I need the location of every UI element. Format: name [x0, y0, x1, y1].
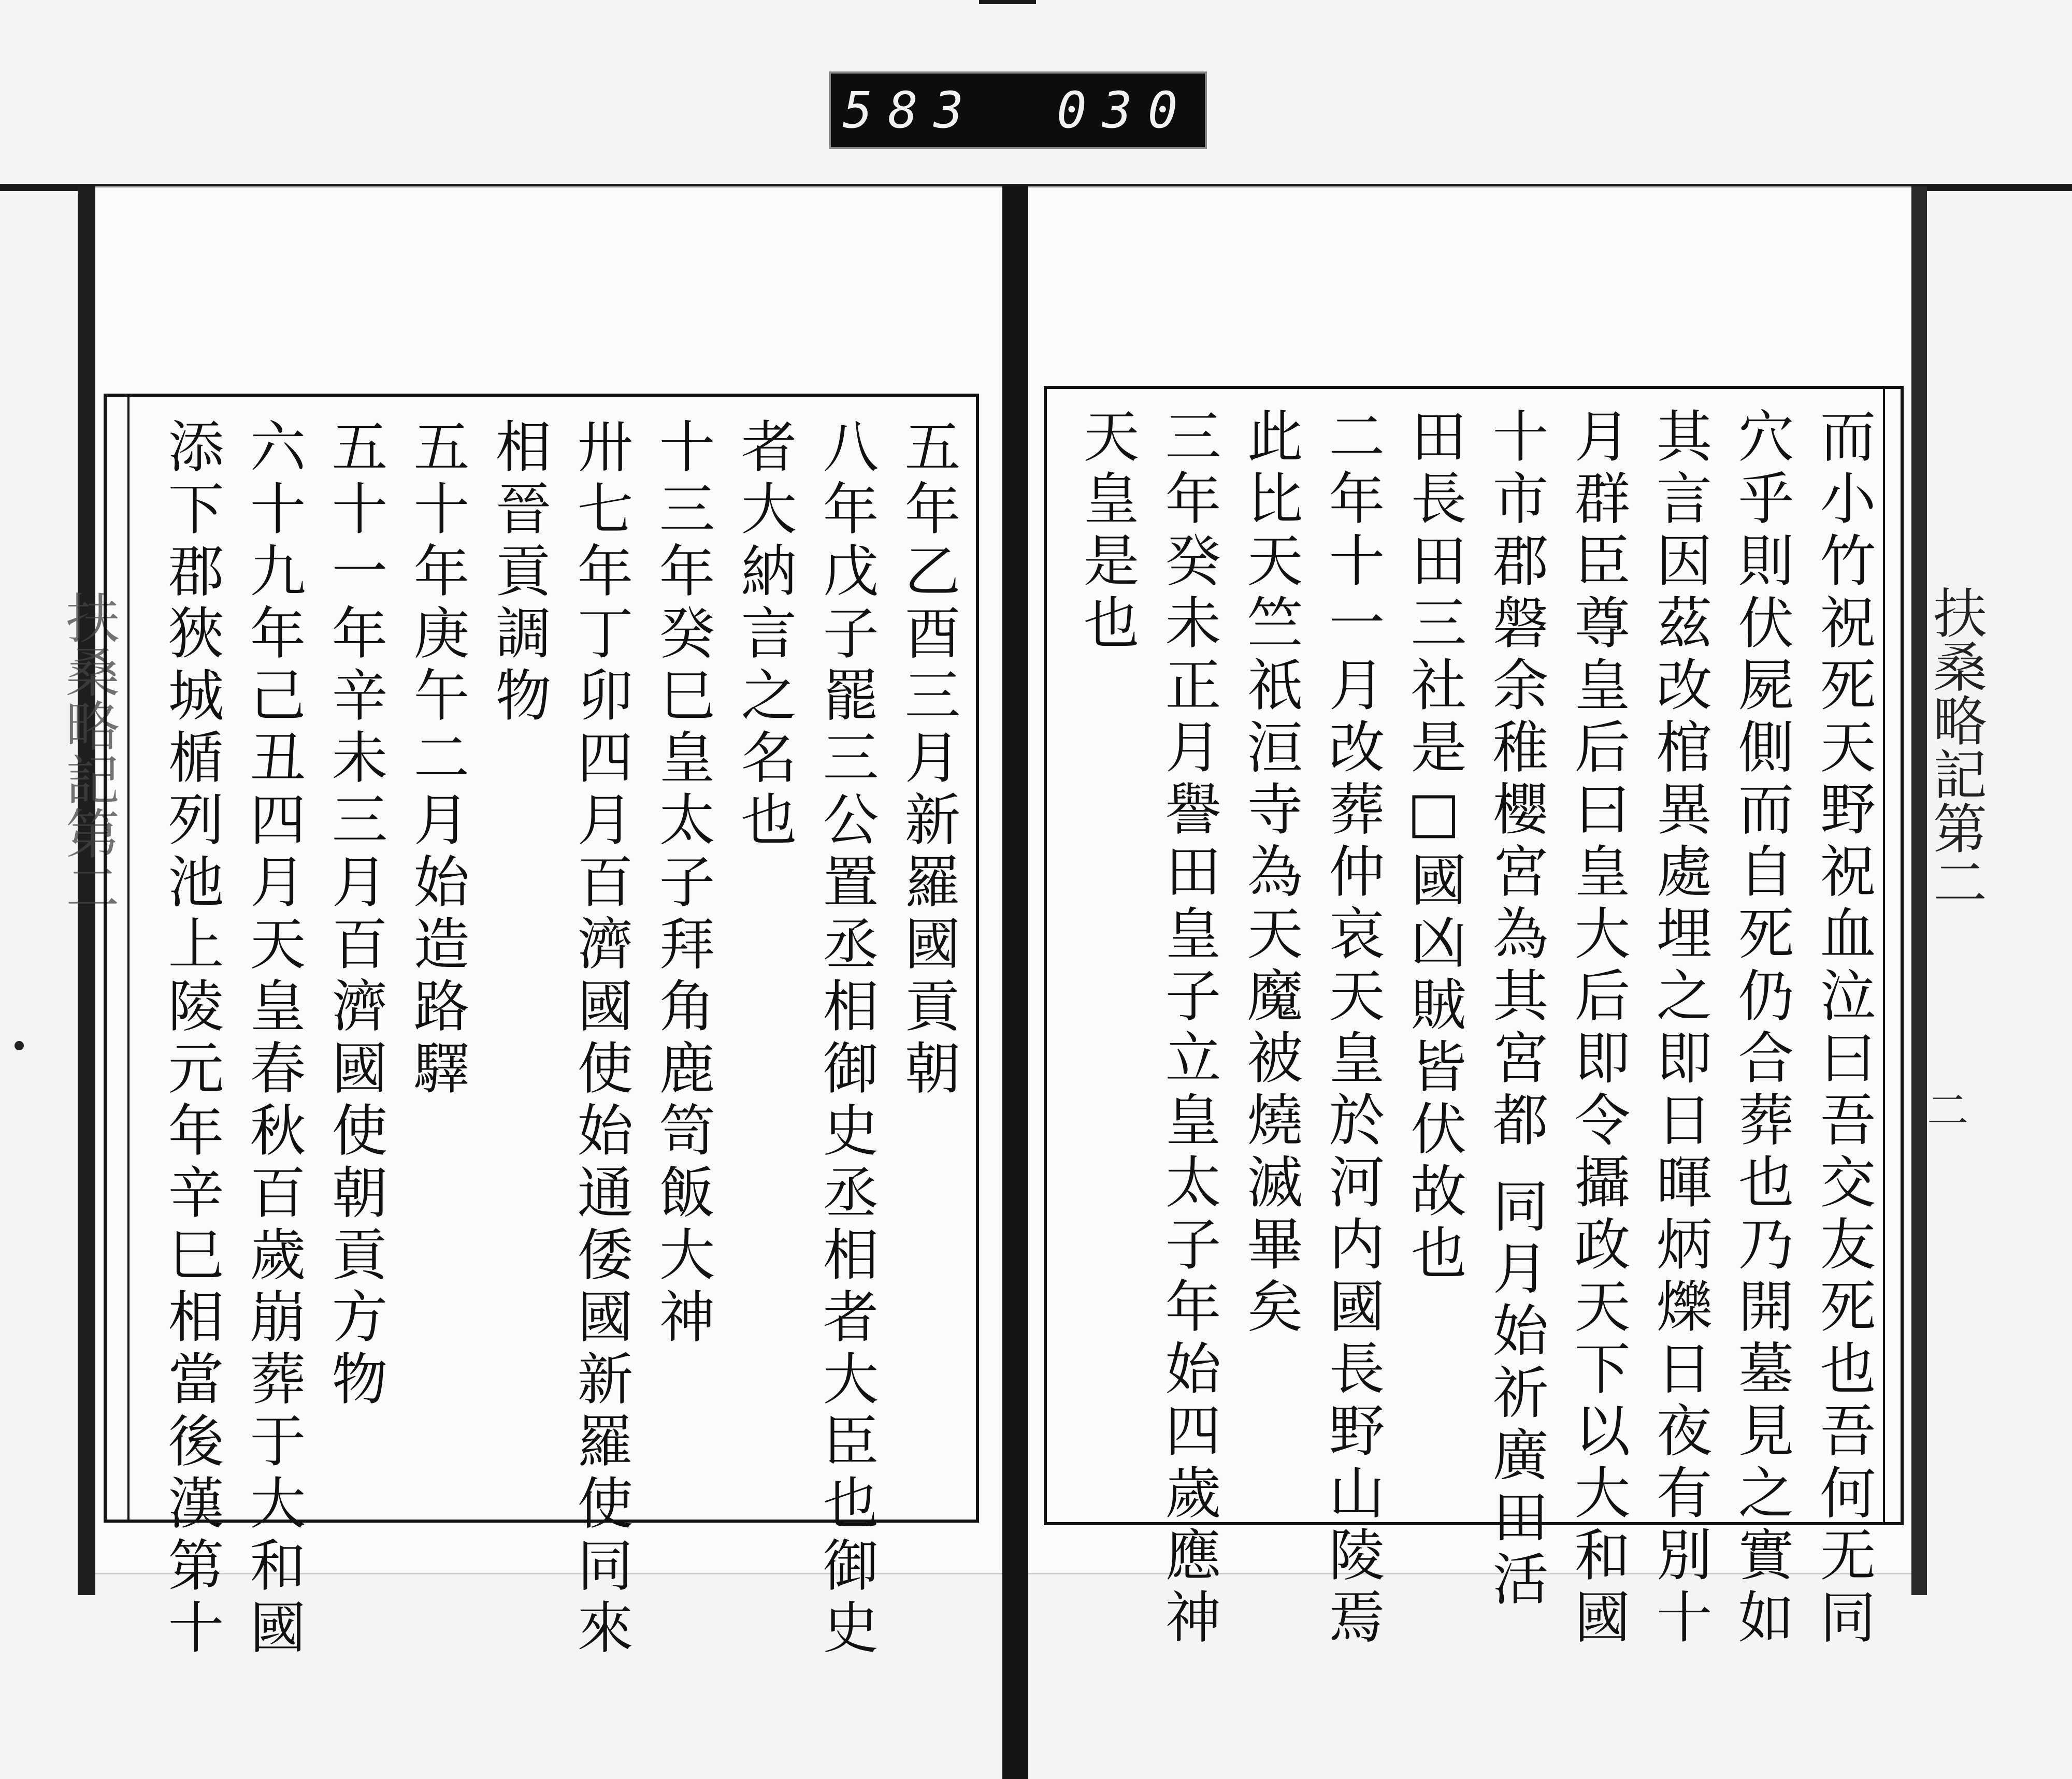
text-column: 穴乎則伏屍側而自死仍合葬也乃開墓見之實如: [1729, 407, 1793, 1650]
text-column: 三年癸未正月譽田皇子立皇太子年始四歲應神: [1156, 407, 1220, 1650]
reel-number: 583: [842, 81, 979, 139]
text-column: 二年十一月改葬仲哀天皇於河内國長野山陵焉: [1319, 407, 1384, 1650]
left-inner-rule: [127, 397, 130, 1520]
text-column: 其言因茲改棺異處埋之即日暉炳爍日夜有別十: [1647, 407, 1711, 1650]
text-column: 五十年庚午二月始造路驛: [404, 417, 469, 1101]
microfilm-frame-label: [829, 71, 1207, 149]
text-column: 卅七年丁卯四月百濟國使始通倭國新羅使同來: [568, 417, 632, 1660]
gutter-dot: [15, 1041, 24, 1050]
running-head: 扶桑略記第二: [1924, 585, 1987, 908]
text-column: 而小竹祝死天野祝血泣曰吾交友死也吾何无同: [1810, 407, 1875, 1650]
text-column: 此比天竺祇洹寺為天魔被燒滅畢矣: [1238, 407, 1302, 1339]
right-text-block: [1044, 386, 1904, 1650]
text-column: 者大納言之名也: [731, 417, 796, 852]
right-inner-rule: [1883, 389, 1885, 1522]
text-column: 月群臣尊皇后曰皇大后即令攝政天下以大和國: [1565, 407, 1630, 1650]
text-column: 田長田三社是□國凶賊皆伏故也: [1401, 407, 1466, 1286]
text-column: 六十九年己丑四月天皇春秋百歲崩葬于大和國: [240, 417, 305, 1660]
text-column: 相晉貢調物: [486, 417, 551, 728]
text-column: 十市郡磐余稚櫻宮為其宮都 同月始祈廣田活: [1483, 407, 1548, 1612]
text-column: 天皇是也: [1074, 407, 1139, 656]
frame-number: 030: [1057, 81, 1193, 139]
text-column: 五十一年辛未三月百濟國使朝貢方物: [322, 417, 387, 1412]
left-text-block: [104, 394, 979, 1660]
folio-number: 二: [1927, 1087, 1968, 1135]
text-column: 添下郡狹城楯列池上陵元年辛巳相當後漢第十: [159, 417, 223, 1660]
text-column: 十三年癸巳皇太子拜角鹿笥飯大神: [650, 417, 714, 1350]
text-column: 八年戊子罷三公置丞相御史丞相者大臣也御史: [813, 417, 878, 1660]
top-center-notch: [979, 0, 1036, 4]
text-column: 五年乙酉三月新羅國貢朝: [895, 417, 960, 1101]
book-gutter: [1002, 186, 1028, 1779]
spine-title: 扶桑略記第二: [56, 590, 120, 914]
